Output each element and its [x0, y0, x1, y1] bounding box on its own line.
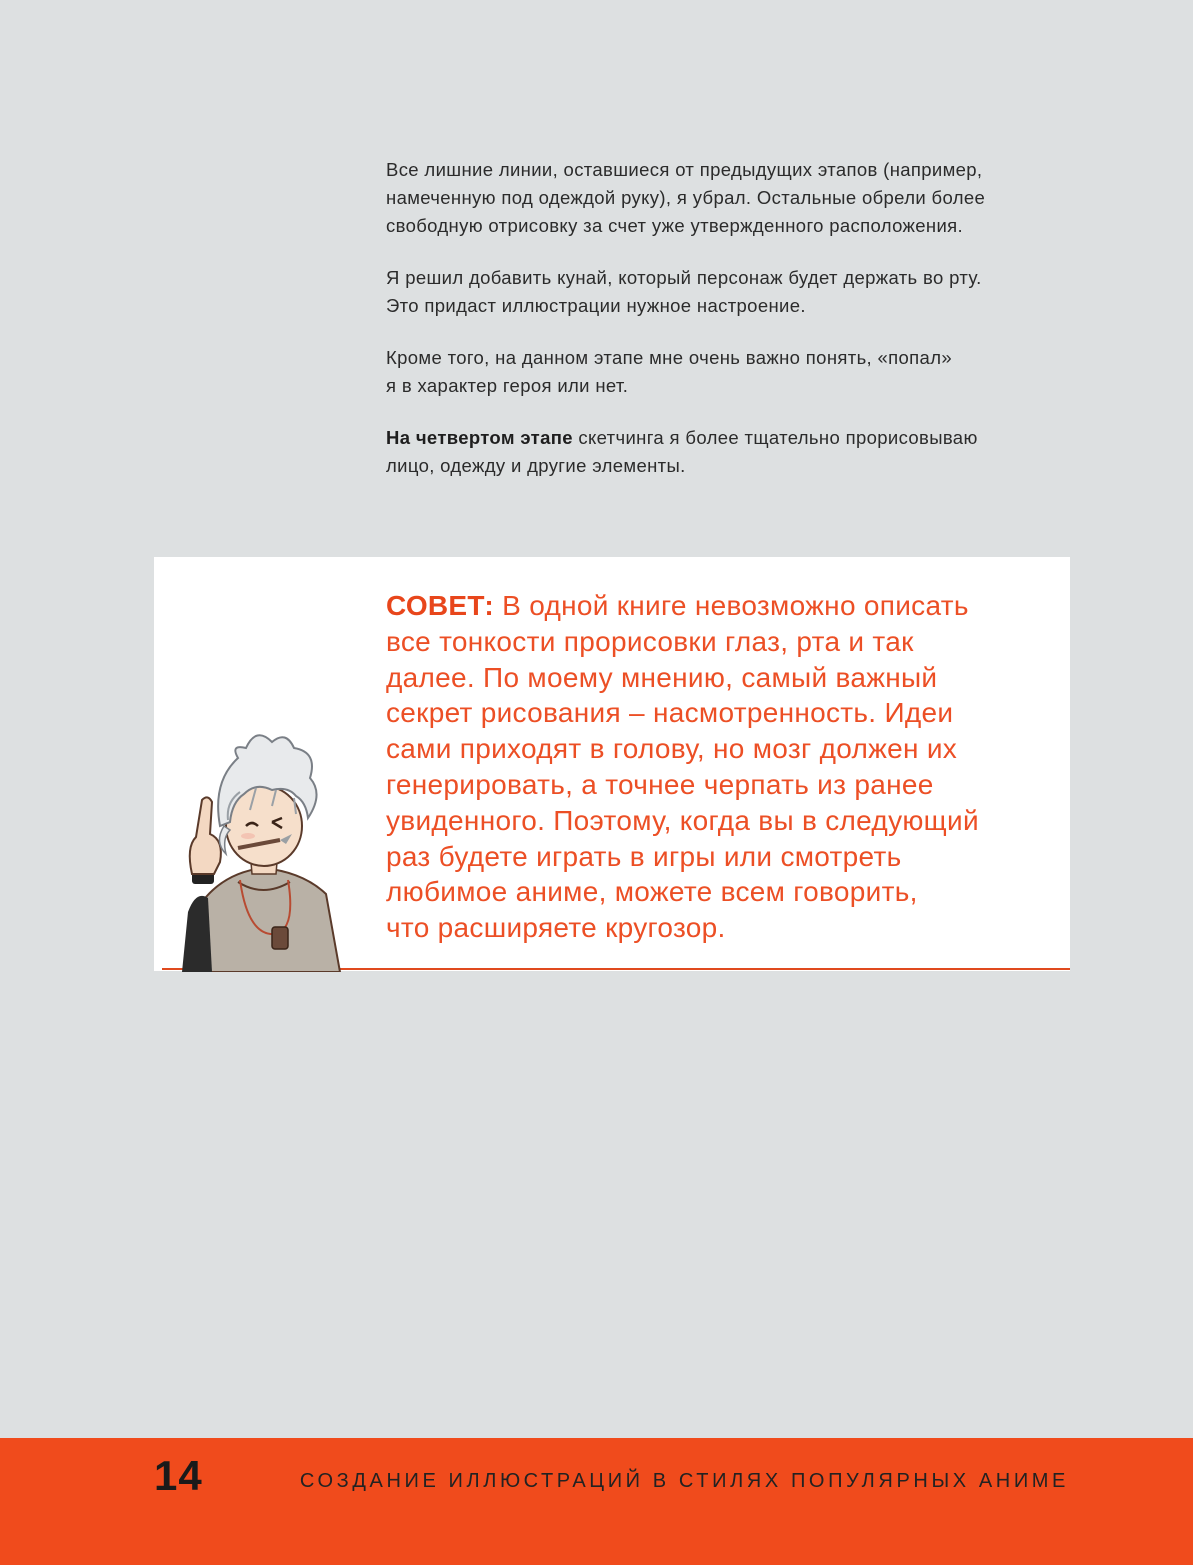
page-footer [0, 1438, 1193, 1565]
paragraph-line: Это придаст иллюстрации нужное настроение. [386, 295, 806, 316]
paragraph-rest: скетчинга я более тщательно прорисовываю [572, 427, 978, 448]
body-text [386, 156, 1076, 504]
paragraph-line: Все лишние линии, оставшиеся от предыдущих этапов (например, [386, 159, 983, 180]
paragraph-line: Я решил добавить кунай, который персонаж будет держать во рту. [386, 267, 982, 288]
tip-line: увиденного. Поэтому, когда вы в следующий [386, 804, 979, 836]
paragraph-3 [386, 344, 1076, 400]
tip-line: сами приходят в голову, но мозг должен их [386, 733, 958, 765]
anime-character-illustration [168, 722, 358, 972]
bold-lead: На четвертом этапе [386, 427, 573, 448]
paragraph-line: свободную отрисовку за счет уже утвержденного расположения. [386, 215, 964, 236]
tip-label: СОВЕТ: [386, 590, 495, 621]
tip-line: любимое аниме, можете всем говорить, [386, 876, 918, 908]
tip-text [386, 588, 1066, 946]
tip-line: все тонкости прорисовки глаз, рта и так [386, 625, 914, 657]
tip-line: раз будете играть в игры или смотреть [386, 840, 902, 872]
paragraph-line: Кроме того, на данном этапе мне очень важно понять, «попал» [386, 347, 952, 368]
paragraph-line [386, 424, 1076, 452]
tip-line: что расширяете кругозор. [386, 912, 726, 944]
paragraph-line: я в характер героя или нет. [386, 375, 629, 396]
paragraph-1 [386, 156, 1076, 240]
paragraph-line: намеченную под одеждой руку), я убрал. Остальные обрели более [386, 187, 986, 208]
paragraph-4 [386, 424, 1076, 480]
page-number: 14 [154, 1452, 203, 1499]
tip-line-rest: В одной книге невозможно описать [494, 590, 969, 621]
tip-line [386, 588, 1066, 624]
tip-line: далее. По моему мнению, самый важный [386, 661, 938, 693]
tip-line: секрет рисования – насмотренность. Идеи [386, 697, 954, 729]
paragraph-line: лицо, одежду и другие элементы. [386, 455, 686, 476]
running-title: СОЗДАНИЕ ИЛЛЮСТРАЦИЙ В СТИЛЯХ ПОПУЛЯРНЫХ АНИМЕ [299, 1470, 1069, 1492]
paragraph-2 [386, 264, 1076, 320]
tip-line: генерировать, а точнее черпать из ранее [386, 768, 934, 800]
